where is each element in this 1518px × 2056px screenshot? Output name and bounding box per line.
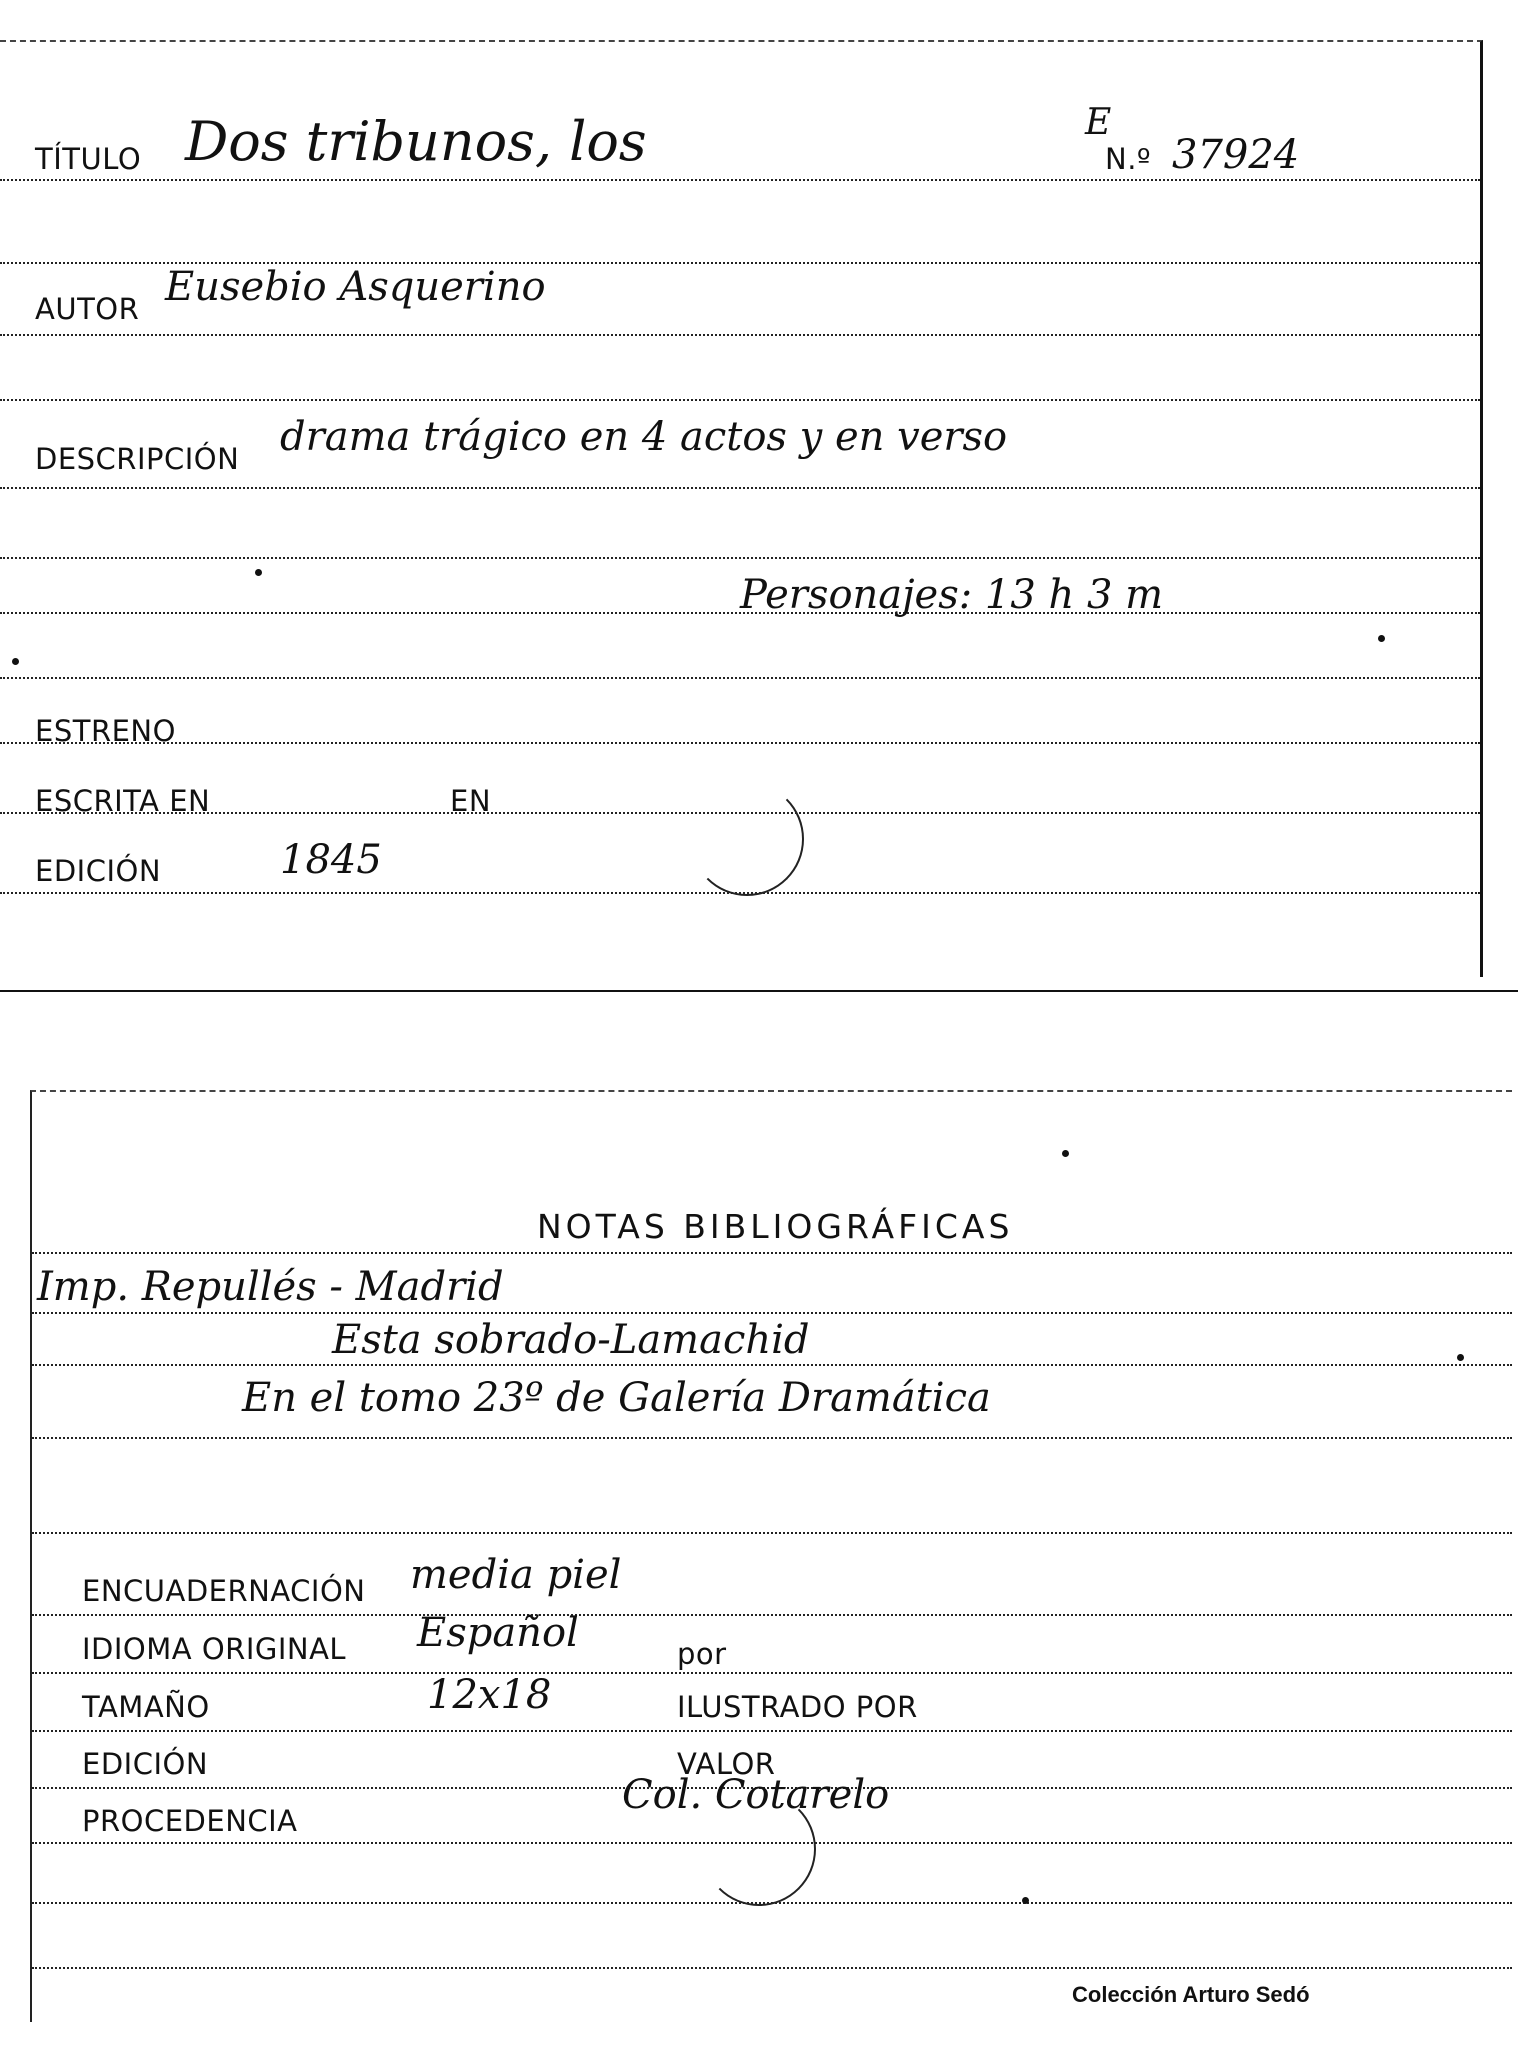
title-label: TÍTULO — [35, 142, 142, 176]
rule — [32, 1730, 1512, 1732]
size-value: 12x18 — [427, 1672, 552, 1718]
number-value: 37924 — [1172, 132, 1300, 178]
ink-dot — [1062, 1150, 1069, 1157]
ink-dot — [1378, 635, 1385, 642]
number-prefix: E — [1085, 102, 1112, 143]
rule — [0, 742, 1480, 744]
ink-dot — [1457, 1354, 1464, 1361]
punch-hole — [702, 1792, 816, 1906]
origin-value: Col. Cotarelo — [622, 1772, 890, 1818]
binding-value: media piel — [410, 1552, 622, 1598]
edition-value: 1845 — [280, 837, 382, 883]
size-label: TAMAÑO — [82, 1690, 210, 1724]
note-line-2: Esta sobrado-Lamachid — [332, 1317, 810, 1363]
edition-label: EDICIÓN — [82, 1747, 209, 1781]
rule — [0, 487, 1480, 489]
rule — [0, 179, 1480, 181]
characters-value: Personajes: 13 h 3 m — [740, 572, 1164, 618]
premiere-label: ESTRENO — [35, 714, 176, 748]
rule — [0, 334, 1480, 336]
binding-label: ENCUADERNACIÓN — [82, 1574, 366, 1608]
written-label: ESCRITA EN — [35, 784, 211, 818]
card-separator — [0, 990, 1518, 992]
note-line-1: Imp. Repullés - Madrid — [37, 1264, 504, 1310]
rule — [32, 1252, 1512, 1254]
rule — [32, 1312, 1512, 1314]
rule — [32, 1614, 1512, 1616]
description-value: drama trágico en 4 actos y en verso — [280, 414, 1008, 460]
language-value: Español — [417, 1610, 579, 1656]
rule — [32, 1672, 1512, 1674]
author-label: AUTOR — [35, 292, 140, 326]
rule — [32, 1532, 1512, 1534]
title-value: Dos tribunos, los — [185, 110, 647, 173]
origin-label: PROCEDENCIA — [82, 1804, 298, 1838]
rule — [0, 399, 1480, 401]
ink-dot — [1022, 1897, 1029, 1904]
bibliographic-notes-heading: NOTAS BIBLIOGRÁFICAS — [537, 1207, 1014, 1246]
value-label: VALOR — [677, 1747, 776, 1781]
ink-dot — [12, 658, 19, 665]
punch-hole — [690, 782, 804, 896]
note-line-3: En el tomo 23º de Galería Dramática — [242, 1375, 991, 1421]
rule — [32, 1364, 1512, 1366]
ink-dot — [255, 569, 262, 576]
language-label: IDIOMA ORIGINAL — [82, 1632, 347, 1666]
by-label: por — [677, 1637, 727, 1671]
number-label: N.º — [1105, 142, 1152, 176]
rule — [32, 1967, 1512, 1969]
in-label: EN — [450, 784, 492, 818]
catalog-card-back — [30, 1090, 1512, 2022]
edition-label: EDICIÓN — [35, 854, 162, 888]
rule — [0, 677, 1480, 679]
description-label: DESCRIPCIÓN — [35, 442, 240, 476]
rule — [0, 557, 1480, 559]
author-value: Eusebio Asquerino — [165, 264, 546, 310]
illustrated-label: ILUSTRADO POR — [677, 1690, 918, 1724]
collection-credit: Colección Arturo Sedó — [1072, 1982, 1310, 2007]
rule — [32, 1437, 1512, 1439]
catalog-card-front — [0, 40, 1483, 977]
